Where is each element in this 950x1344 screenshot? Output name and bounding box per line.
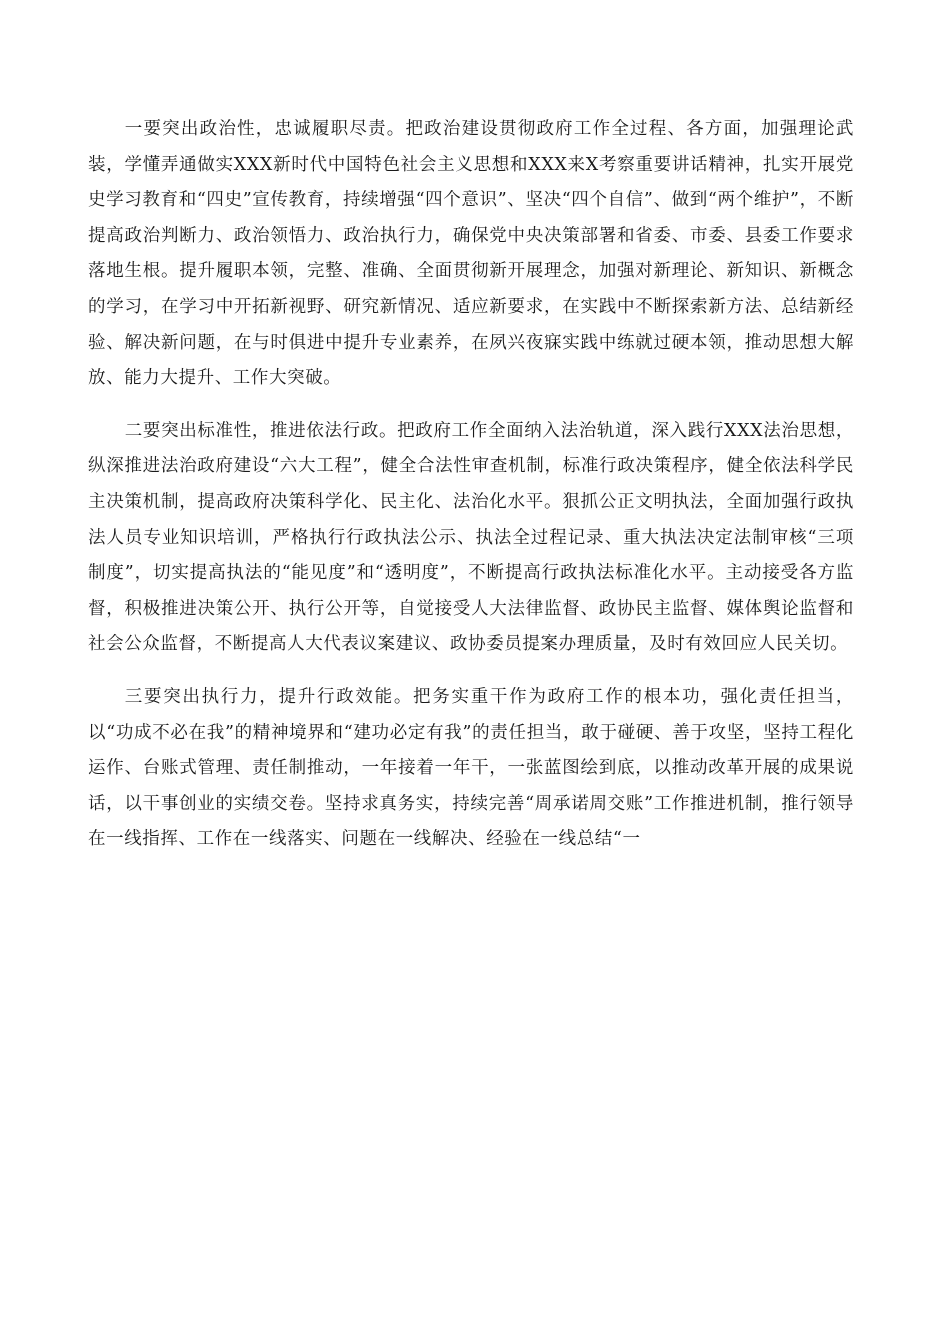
- paragraph-execution: 三要突出执行力，提升行政效能。把务实重干作为政府工作的根本功，强化责任担当，以“功成不必在我”的精神境界和“建功必定有我”的责任担当，敢于碰硬、善于攻坚，坚持工程化运作、台账式管理、责任制推动，一年接着一年干，一张蓝图绘到底，以推动改革开展的成果说话，以干事创业的实绩交卷。坚持求真务实，持续完善“周承诺周交账”工作推进机制，推行领导在一线指挥、工作在一线落实、问题在一线解决、经验在一线总结“一: [88, 686, 854, 850]
- document-body: [88, 112, 854, 875]
- paragraph-political: 一要突出政治性，忠诚履职尽责。把政治建设贯彻政府工作全过程、各方面，加强理论武装，学懂弄通做实XXX新时代中国特色社会主义思想和XXX来X考察重要讲话精神，扎实开展党史学习教育和“四史”宣传教育，持续增强“四个意识”、坚决“四个自信”、做到“两个维护”，不断提高政治判断力、政治领悟力、政治执行力，确保党中央决策部署和省委、市委、县委工作要求落地生根。提升履职本领，完整、准确、全面贯彻新开展理念，加强对新理论、新知识、新概念的学习，在学习中开拓新视野、研究新情况、适应新要求，在实践中不断探索新方法、总结新经验、解决新问题，在与时俱进中提升专业素养，在夙兴夜寐实践中练就过硬本领，推动思想大解放、能力大提升、工作大突破。: [88, 119, 854, 389]
- paragraph-standard: 二要突出标准性，推进依法行政。把政府工作全面纳入法治轨道，深入践行XXX法治思想，纵深推进法治政府建设“六大工程”，健全合法性审查机制，标准行政决策程序，健全依法科学民主决策机制，提高政府决策科学化、民主化、法治化水平。狠抓公正文明执法，全面加强行政执法人员专业知识培训，严格执行行政执法公示、执法全过程记录、重大执法决定法制审核“三项制度”，切实提高执法的“能见度”和“透明度”，不断提高行政执法标准化水平。主动接受各方监督，积极推进决策公开、执行公开等，自觉接受人大法律监督、政协民主监督、媒体舆论监督和社会公众监督，不断提高人大代表议案建议、政协委员提案办理质量，及时有效回应人民关切。: [88, 420, 854, 655]
